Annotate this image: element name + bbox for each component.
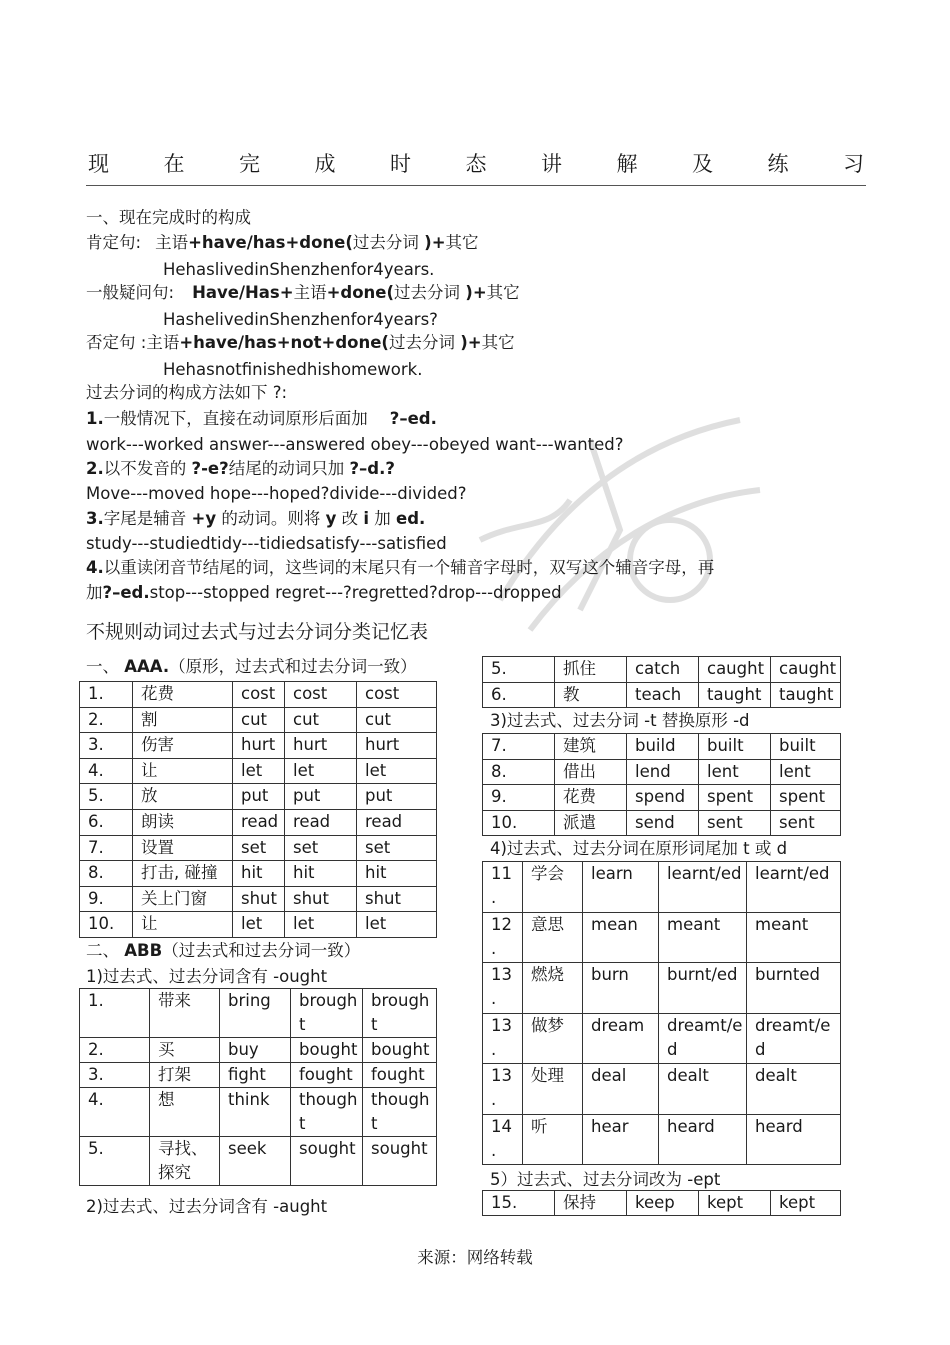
row-number-cell: 13 . [483,963,523,1014]
past-participle-cell: hurt [357,733,437,759]
affirmative-label: 肯定句: [86,233,142,252]
table-row [483,759,841,785]
past-participle-cell: burnted [747,963,841,1014]
table-row [483,1013,841,1064]
title-char: 在 [163,152,185,176]
row-number-cell: 7. [483,734,555,760]
formula-part: 过去分词 [388,333,455,352]
base-form-cell: bring [220,989,291,1038]
past-participle-cell: dreamt/ed [747,1013,841,1064]
past-tense-cell: hit [285,861,357,887]
heading-part: 一、 [86,657,119,676]
formula-part: +have/has+done( [188,233,353,252]
meaning-cell: 朗读 [133,809,233,835]
past-participle-cell: set [357,835,437,861]
formula-part: 主语 [146,333,180,352]
table-row [80,733,437,759]
title-char: 态 [465,152,487,176]
meaning-cell: 设置 [133,835,233,861]
past-participle-cell: hit [357,861,437,887]
rule-3-examples: study---studiedtidy---tidiedsatisfy---satisfied [86,534,447,553]
past-tense-cell: sent [699,810,771,836]
past-participle-cell: bought [363,1038,437,1063]
row-number-cell: 7. [80,835,133,861]
rule-term: +y [191,509,217,528]
past-tense-cell: read [285,809,357,835]
section2-title: 不规则动词过去式与过去分词分类记忆表 [86,621,429,643]
past-participle-cell: put [357,784,437,810]
past-participle-cell: dealt [747,1064,841,1115]
table-row [483,810,841,836]
table-row [483,657,841,683]
rule-suffix: ?–d.? [349,459,395,478]
row-number-cell: 15. [483,1191,555,1216]
rule-4 [86,557,714,579]
row-number-cell: 5. [483,657,555,683]
base-form-cell: hear [583,1114,659,1165]
row-number-cell: 8. [483,759,555,785]
table-row [483,734,841,760]
negative-example: Hehasnotfinishedhishomework. [163,360,423,379]
rule-term: ?-e? [191,459,229,478]
table-row [483,912,841,963]
title-char: 时 [390,152,411,176]
past-tense-cell: lent [699,759,771,785]
meaning-cell: 让 [133,912,233,938]
right-sub5: 5）过去式、过去分词改为 -ept [490,1170,721,1189]
abb-ought-table [79,988,437,1186]
past-participle-cell: learnt/ed [747,862,841,913]
past-tense-cell: set [285,835,357,861]
meaning-cell: 意思 [523,912,583,963]
base-form-cell: dream [583,1013,659,1064]
meaning-cell: 处理 [523,1064,583,1115]
meaning-cell: 打架 [150,1063,220,1088]
heading-part: ABB [124,941,163,960]
base-form-cell: seek [220,1137,291,1186]
row-number-cell: 2. [80,707,133,733]
base-form-cell: mean [583,912,659,963]
rule-term: i [363,509,370,528]
table-row [80,1063,437,1088]
question-formula [86,282,520,304]
past-tense-cell: learnt/ed [659,862,747,913]
rule-suffix: ?–ed. [102,583,150,602]
right-sub4: 4)过去式、过去分词在原形词尾加 t 或 d [490,839,788,858]
base-form-cell: learn [583,862,659,913]
row-number-cell: 1. [80,989,150,1038]
heading-part: （过去式和过去分词一致） [162,941,361,960]
past-participle-cell: lent [771,759,841,785]
footer-source: 来源：网络转载 [417,1248,533,1267]
base-form-cell: let [233,912,285,938]
row-number-cell: 2. [80,1038,150,1063]
past-participle-cell: fought [363,1063,437,1088]
past-participle-cell: taught [771,682,841,708]
row-number-cell: 11 . [483,862,523,913]
meaning-cell: 保持 [555,1191,627,1216]
base-form-cell: cut [233,707,285,733]
meaning-cell: 割 [133,707,233,733]
meaning-cell: 听 [523,1114,583,1165]
formula-part: +done( [326,283,395,302]
past-tense-cell: burnt/ed [659,963,747,1014]
meaning-cell: 买 [150,1038,220,1063]
meaning-cell: 关上门窗 [133,886,233,912]
rule-1 [86,408,437,430]
table-row [80,886,437,912]
row-number-cell: 13 . [483,1013,523,1064]
section1-heading: 一、现在完成时的构成 [86,208,251,227]
right-sub3: 3)过去式、过去分词 -t 替换原形 -d [490,711,750,730]
past-participle-cell: sought [363,1137,437,1186]
formula-part: )+ [460,333,482,352]
ept-table [482,1190,841,1216]
rule-number: 3. [86,509,104,528]
past-tense-cell: dreamt/e d [659,1013,747,1064]
row-number-cell: 8. [80,861,133,887]
past-tense-cell: caught [699,657,771,683]
past-tense-cell: brough t [291,989,363,1038]
table-row [80,758,437,784]
past-tense-cell: cost [285,682,357,708]
row-number-cell: 12 . [483,912,523,963]
title-char: 完 [239,152,260,176]
rule-1-examples: work---worked answer---answered obey---obeyed want---wanted? [86,435,624,454]
base-form-cell: build [627,734,699,760]
formula-part: )+ [424,233,446,252]
base-form-cell: send [627,810,699,836]
table-row [483,1114,841,1165]
question-example: HashelivedinShenzhenfor4years? [163,310,438,329]
base-form-cell: burn [583,963,659,1014]
row-number-cell: 5. [80,1137,150,1186]
base-form-cell: deal [583,1064,659,1115]
base-form-cell: lend [627,759,699,785]
base-form-cell: let [233,758,285,784]
past-participle-cell: cut [357,707,437,733]
rule-text: 加 [86,583,103,602]
past-tense-cell: let [285,912,357,938]
past-participle-cell: read [357,809,437,835]
title-char: 现 [88,152,109,176]
table-row [483,862,841,913]
title-char: 成 [314,152,336,176]
base-form-cell: think [220,1088,291,1137]
table-row [483,785,841,811]
past-tense-cell: shut [285,886,357,912]
base-form-cell: keep [627,1191,699,1216]
rule-examples: stop---stopped regret---?regretted?drop---dropped [149,583,562,602]
rule-text: 结尾的动词只加 [228,459,345,478]
rule-number: 4. [86,558,104,577]
formula-part: Have/Has+ [192,283,294,302]
meaning-cell: 燃烧 [523,963,583,1014]
past-tense-cell: cut [285,707,357,733]
row-number-cell: 1. [80,682,133,708]
past-participle-cell: though t [363,1088,437,1137]
meaning-cell: 建筑 [555,734,627,760]
table-row [483,1191,841,1216]
meaning-cell: 让 [133,758,233,784]
past-participle-cell: sent [771,810,841,836]
past-tense-cell: though t [291,1088,363,1137]
formula-part: 主语 [155,233,189,252]
row-number-cell: 14 . [483,1114,523,1165]
table-row [80,707,437,733]
past-tense-cell: heard [659,1114,747,1165]
row-number-cell: 9. [483,785,555,811]
rule-suffix: ed. [396,509,426,528]
question-label: 一般疑问句: [86,283,175,302]
formula-part: 其它 [445,233,479,252]
past-participle-cell: built [771,734,841,760]
table-row [80,989,437,1038]
negative-formula [86,332,515,354]
rule-text: 以不发音的 [103,459,187,478]
row-number-cell: 13 . [483,1064,523,1115]
past-tense-cell: fought [291,1063,363,1088]
abb-sub2: 2)过去式、过去分词含有 -aught [86,1197,328,1216]
title-char: 讲 [541,152,562,176]
base-form-cell: hit [233,861,285,887]
page-title [88,148,864,178]
table-row [80,1038,437,1063]
affirmative-formula [86,232,479,254]
rule-4-line2 [86,582,562,604]
base-form-cell: hurt [233,733,285,759]
formula-part: 过去分词 [352,233,419,252]
affirmative-example: HehaslivedinShenzhenfor4years. [163,260,435,279]
table-row [80,809,437,835]
meaning-cell: 花费 [555,785,627,811]
aught-table [482,656,841,708]
abb-sub1: 1)过去式、过去分词含有 -ought [86,967,328,986]
meaning-cell: 寻找、探究 [150,1137,220,1186]
row-number-cell: 6. [483,682,555,708]
past-participle-cell: kept [771,1191,841,1216]
row-number-cell: 3. [80,1063,150,1088]
past-participle-cell: let [357,758,437,784]
rule-3 [86,508,425,530]
past-participle-cell: cost [357,682,437,708]
negative-label: 否定句 : [86,333,147,352]
row-number-cell: 5. [80,784,133,810]
meaning-cell: 借出 [555,759,627,785]
table-row [80,682,437,708]
rule-term: y [325,509,337,528]
past-tense-cell: meant [659,912,747,963]
heading-part: （原形，过去式和过去分词一致） [169,657,417,676]
formula-part: 其它 [481,333,515,352]
title-char: 练 [767,152,789,176]
past-participle-cell: meant [747,912,841,963]
past-participle-cell: shut [357,886,437,912]
past-participle-cell: caught [771,657,841,683]
title-char: 习 [843,152,864,176]
rule-text: 以重读闭音节结尾的词，这些词的末尾只有一个辅音字母时，双写这个辅音字母，再 [103,558,715,577]
formula-part: 其它 [486,283,520,302]
past-participle-cell: heard [747,1114,841,1165]
row-number-cell: 4. [80,1088,150,1137]
formula-part: )+ [465,283,487,302]
past-tense-cell: put [285,784,357,810]
base-form-cell: set [233,835,285,861]
meaning-cell: 放 [133,784,233,810]
table-row [80,912,437,938]
meaning-cell: 想 [150,1088,220,1137]
watermark-logo [440,380,780,680]
base-form-cell: cost [233,682,285,708]
aaa-table [79,681,437,938]
rule-suffix: ?–ed. [389,409,437,428]
base-form-cell: put [233,784,285,810]
base-form-cell: spend [627,785,699,811]
base-form-cell: fight [220,1063,291,1088]
table-row [80,784,437,810]
meaning-cell: 带来 [150,989,220,1038]
formula-part: 过去分词 [394,283,461,302]
rule-text: 的动词。则将 [221,509,321,528]
past-tense-cell: hurt [285,733,357,759]
meaning-cell: 花费 [133,682,233,708]
meaning-cell: 打击, 碰撞 [133,861,233,887]
t-replace-table [482,733,841,836]
abb-heading [86,940,360,962]
t-or-d-table [482,861,841,1165]
rule-2-examples: Move---moved hope---hoped?divide---divided? [86,484,467,503]
row-number-cell: 4. [80,758,133,784]
table-row [483,682,841,708]
title-char: 及 [692,152,713,176]
rule-2 [86,458,395,480]
rule-text: 一般情况下，直接在动词原形后面加 [103,409,368,428]
row-number-cell: 10. [483,810,555,836]
meaning-cell: 抓住 [555,657,627,683]
method-intro: 过去分词的构成方法如下 ?: [86,383,288,402]
base-form-cell: catch [627,657,699,683]
table-row [80,1137,437,1186]
row-number-cell: 3. [80,733,133,759]
formula-part: 主语 [293,283,327,302]
past-participle-cell: brough t [363,989,437,1038]
meaning-cell: 教 [555,682,627,708]
rule-text: 改 [341,509,359,528]
table-row [483,963,841,1014]
past-tense-cell: taught [699,682,771,708]
rule-text: 字尾是辅音 [103,509,187,528]
rule-text: 加 [374,509,391,528]
base-form-cell: read [233,809,285,835]
meaning-cell: 做梦 [523,1013,583,1064]
meaning-cell: 学会 [523,862,583,913]
table-row [80,835,437,861]
past-participle-cell: let [357,912,437,938]
past-tense-cell: bought [291,1038,363,1063]
past-tense-cell: kept [699,1191,771,1216]
table-row [80,861,437,887]
formula-part: +have/has+not+done( [179,333,389,352]
row-number-cell: 10. [80,912,133,938]
rule-number: 2. [86,459,104,478]
past-participle-cell: spent [771,785,841,811]
meaning-cell: 派遣 [555,810,627,836]
base-form-cell: shut [233,886,285,912]
past-tense-cell: let [285,758,357,784]
rule-number: 1. [86,409,104,428]
row-number-cell: 9. [80,886,133,912]
title-underline [86,185,866,186]
table-row [80,1088,437,1137]
heading-part: AAA. [124,657,170,676]
past-tense-cell: spent [699,785,771,811]
past-tense-cell: dealt [659,1064,747,1115]
past-tense-cell: sought [291,1137,363,1186]
base-form-cell: teach [627,682,699,708]
table-row [483,1064,841,1115]
base-form-cell: buy [220,1038,291,1063]
heading-part: 二、 [86,941,119,960]
past-tense-cell: built [699,734,771,760]
title-char: 解 [616,152,638,176]
row-number-cell: 6. [80,809,133,835]
aaa-heading [86,656,417,678]
meaning-cell: 伤害 [133,733,233,759]
